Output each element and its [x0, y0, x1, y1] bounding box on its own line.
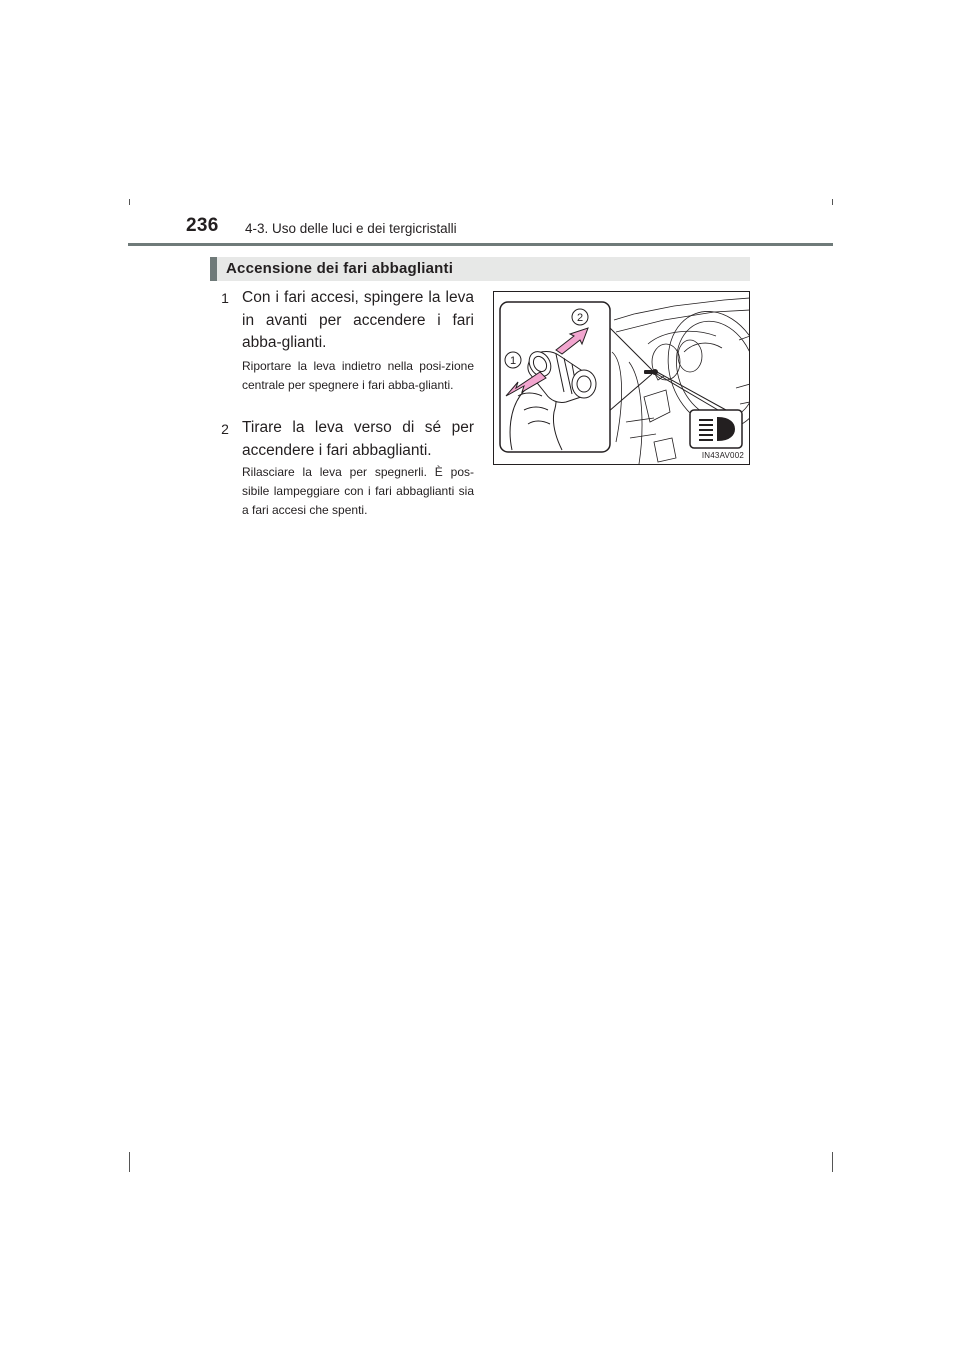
header-rule: [128, 243, 833, 246]
crop-mark-top-left: [129, 199, 130, 205]
step-number-2: 2: [221, 421, 229, 437]
step-2-note: Rilasciare la leva per spegnerli. È pos-sibile lampeggiare con i fari abbaglianti sia a fari accesi che spenti.: [242, 465, 474, 517]
heading-bar: [210, 257, 750, 281]
crop-mark-bottom-right: [832, 1152, 833, 1172]
step-1-note: Riportare la leva indietro nella posi-zione centrale per spegnere i fari abba-glianti.: [242, 359, 474, 392]
section-title: 4-3. Uso delle luci e dei tergicristalli: [245, 221, 457, 236]
step-number-1: 1: [221, 290, 229, 306]
step-1-text: Con i fari accesi, spingere la leva in avanti per accendere i fari abba-glianti.: [242, 289, 474, 351]
callout-1: 1: [509, 355, 517, 367]
figure-code: IN43AV002: [701, 451, 744, 460]
page-number: 236: [186, 215, 219, 236]
crop-mark-bottom-left: [129, 1152, 130, 1172]
callout-2: 2: [576, 312, 584, 324]
heading-accent: [210, 257, 217, 281]
illustration-headlight-lever: [493, 291, 750, 465]
step-2-text: Tirare la leva verso di sé per accendere i fari abbaglianti.: [242, 419, 474, 459]
heading-title: Accensione dei fari abbaglianti: [226, 260, 454, 277]
crop-mark-top-right: [832, 199, 833, 205]
headlight-lever-drawing: [494, 292, 750, 465]
